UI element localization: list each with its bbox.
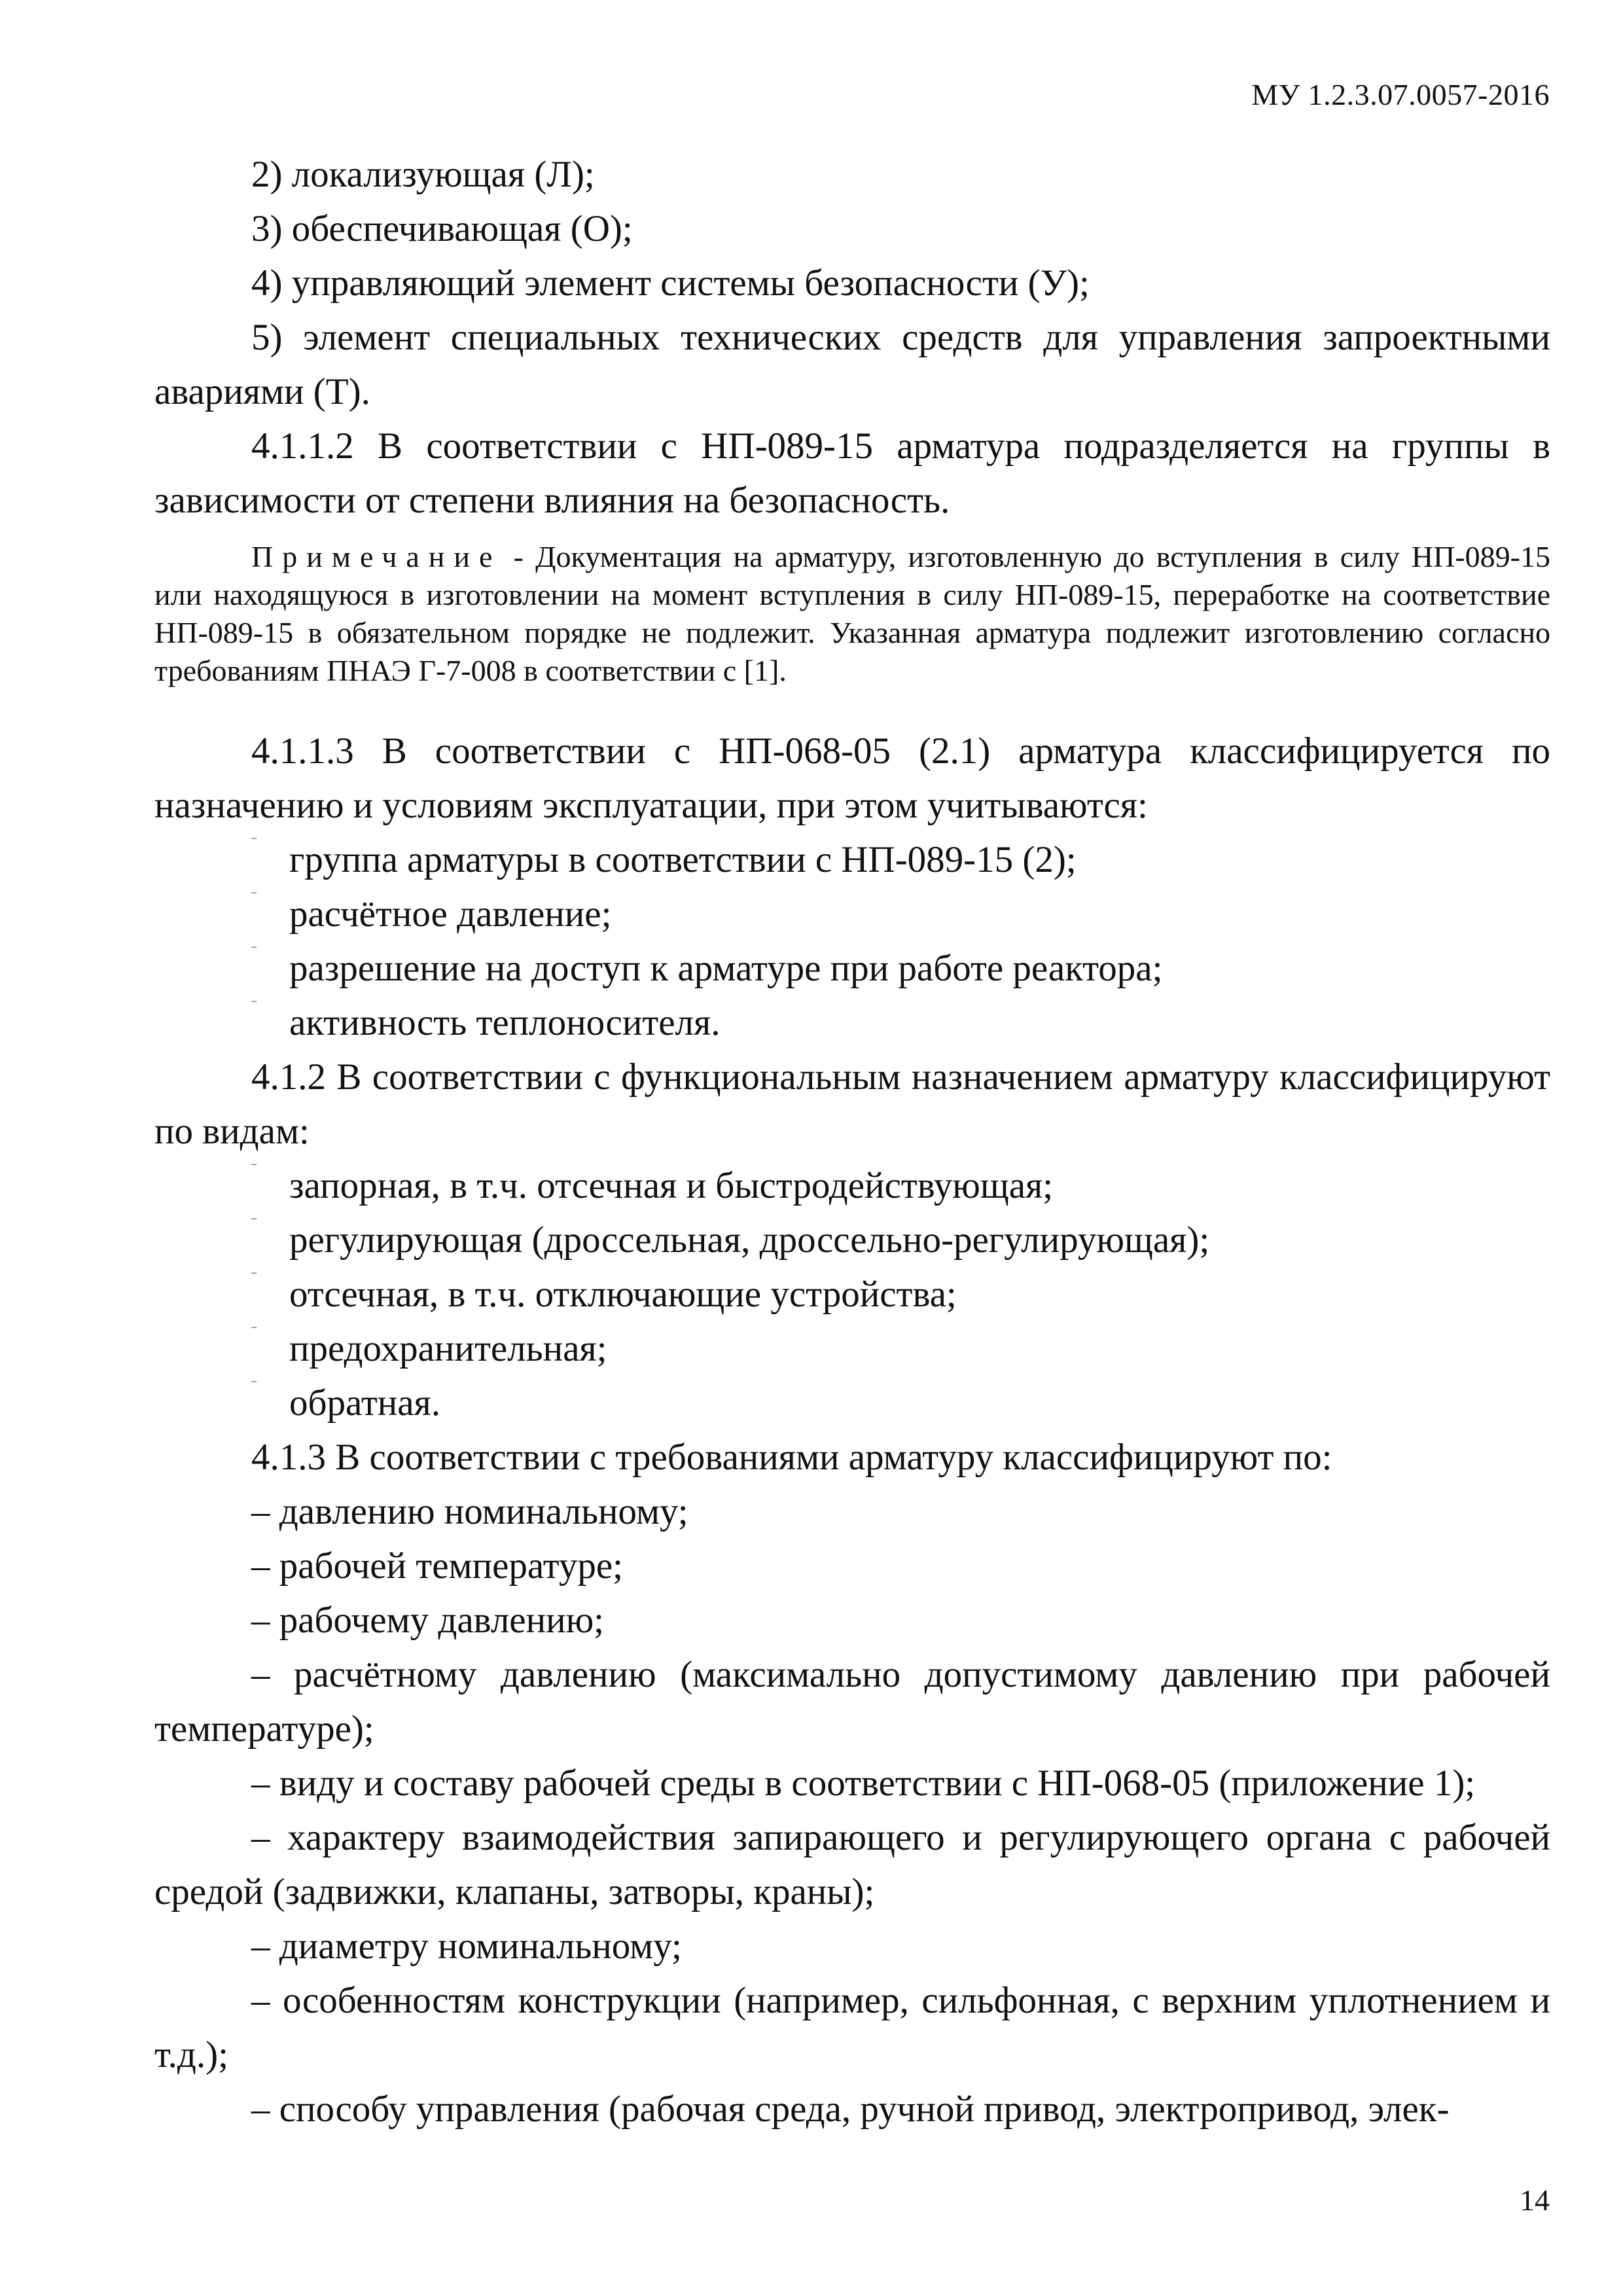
page-content: [154, 147, 1550, 2136]
list-item-control-method: – способу управления (рабочая среда, ручной привод, электропривод, элек-: [251, 2089, 1450, 2130]
dash-marker: –: [251, 941, 257, 952]
dash-marker: –: [251, 1213, 257, 1224]
list-item-working-pressure: – рабочему давлению;: [251, 1600, 604, 1641]
list-item-text: группа арматуры в соответствии с НП-089-15 (2);: [289, 839, 1077, 880]
list-4-1-2: [154, 1158, 1550, 1430]
paragraph-4-1-1-2: 4.1.1.2 В соответствии с НП-089-15 арматура подразделяется на группы в зависимости от степени влияния на безопасность.: [154, 425, 1550, 521]
list-item: [154, 1213, 1550, 1267]
list-item-text: отсечная, в т.ч. отключающие устройства;: [289, 1274, 957, 1315]
dash-marker: –: [251, 1321, 257, 1333]
page-number: 14: [1520, 2183, 1550, 2217]
list-item-medium-type: – виду и составу рабочей среды в соответствии с НП-068-05 (приложение 1);: [251, 1763, 1476, 1804]
list-item-text: предохранительная;: [289, 1328, 607, 1369]
list-item: [154, 887, 1550, 941]
list-item-working-temperature: – рабочей температуре;: [251, 1545, 623, 1587]
list-item-control-element: 4) управляющий элемент системы безопасности (У);: [251, 262, 1090, 304]
note: [154, 538, 1550, 690]
list-item: [154, 1267, 1550, 1321]
paragraph-4-1-3: 4.1.3 В соответствии с требованиями арматуру классифицируют по:: [251, 1437, 1332, 1478]
dash-marker: –: [251, 833, 257, 844]
list-item-text: разрешение на доступ к арматуре при работе реактора;: [289, 948, 1163, 989]
list-item-supporting: 3) обеспечивающая (О);: [251, 208, 633, 249]
dash-marker: –: [251, 1376, 257, 1387]
dash-marker: –: [251, 887, 257, 898]
list-item-nominal-diameter: – диаметру номинальному;: [251, 1926, 682, 1967]
list-4-1-1-3: [154, 833, 1550, 1050]
paragraph-4-1-2: 4.1.2 В соответствии с функциональным назначением арматуру классифицируют по видам:: [154, 1056, 1550, 1152]
list-item-localizing: 2) локализующая (Л);: [251, 154, 595, 195]
dash-marker: –: [251, 996, 257, 1007]
list-item-text: запорная, в т.ч. отсечная и быстродействующая;: [289, 1165, 1054, 1206]
list-item-nominal-pressure: – давлению номинальному;: [251, 1491, 688, 1532]
note-label: Примечание: [251, 540, 502, 573]
list-item-interaction: – характеру взаимодействия запирающего и регулирующего органа с рабочей средой (задвижки, клапаны, затворы, краны);: [154, 1817, 1550, 1912]
list-item-text: обратная.: [289, 1382, 441, 1424]
list-item-special-means: 5) элемент специальных технических средств для управления запроектными авариями (Т).: [154, 317, 1550, 412]
list-item-design-features: – особенностям конструкции (например, сильфонная, с верхним уплотнением и т.д.);: [154, 1980, 1550, 2075]
list-item-text: регулирующая (дроссельная, дроссельно-регулирующая);: [289, 1219, 1210, 1261]
list-item: [154, 833, 1550, 887]
list-item: [154, 1158, 1550, 1213]
list-item: [154, 1321, 1550, 1376]
list-item-design-pressure: – расчётному давлению (максимально допустимому давлению при рабочей температуре);: [154, 1654, 1550, 1749]
list-item: [154, 941, 1550, 996]
dash-marker: –: [251, 1267, 257, 1278]
list-item-text: активность теплоносителя.: [289, 1002, 721, 1043]
list-item-text: расчётное давление;: [289, 893, 612, 935]
note-text: - Документация на арматуру, изготовленную до вступления в силу НП-089-15 или находящуюся в изготовлении на момент вступления в силу НП-089-15, переработке на соответствие НП-089-15 в обязательном порядке не подлежит. Указанная арматура подлежит изготовлению согласно требованиям ПНАЭ Г-7-008 в соответствии с [1].: [154, 540, 1550, 687]
paragraph-4-1-1-3: 4.1.1.3 В соответствии с НП-068-05 (2.1) арматура классифицируется по назначению и условиям эксплуатации, при этом учитываются:: [154, 730, 1550, 826]
list-item: [154, 996, 1550, 1050]
document-code: МУ 1.2.3.07.0057-2016: [1251, 78, 1550, 111]
list-item: [154, 1376, 1550, 1430]
dash-marker: –: [251, 1158, 257, 1170]
